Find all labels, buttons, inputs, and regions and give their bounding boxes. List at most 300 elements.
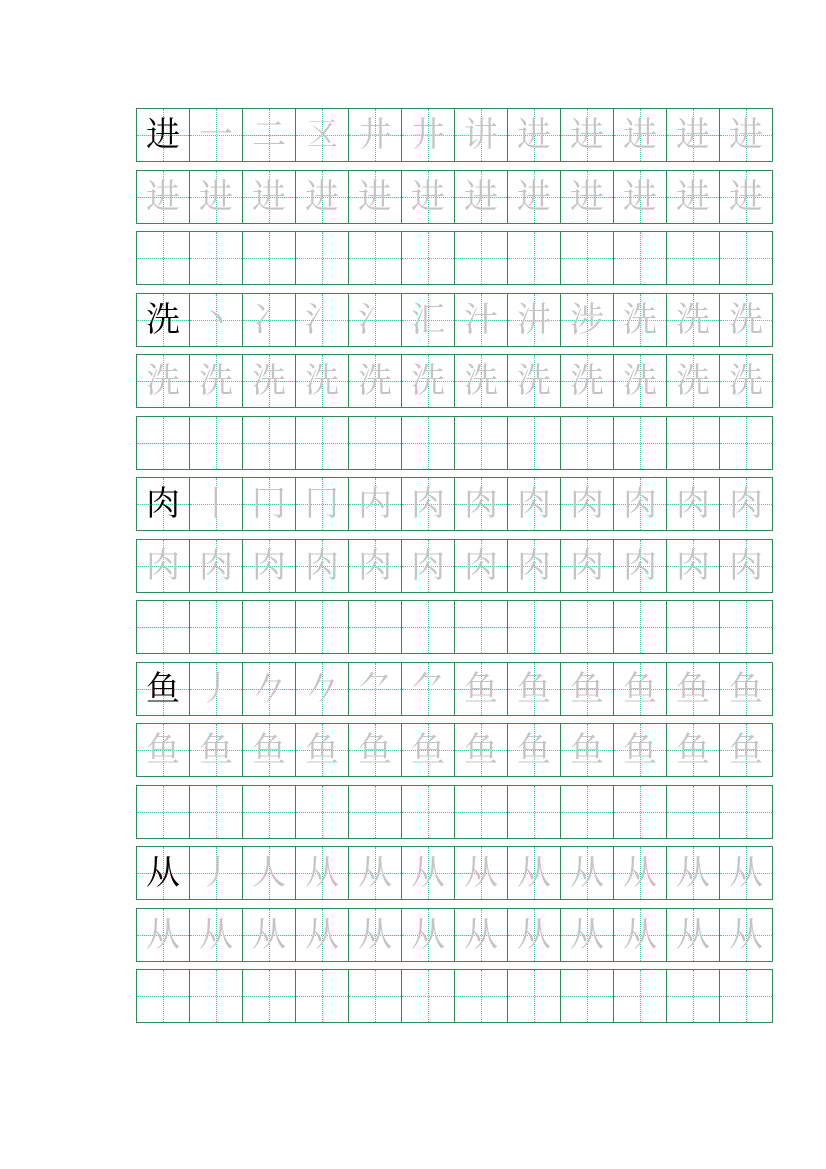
stroke-step: 一 (199, 115, 233, 155)
stroke-step: 肉 (411, 484, 445, 524)
stroke-step: 鱼 (464, 668, 498, 709)
stroke-row-cong (136, 846, 784, 900)
stroke-step: 汁 (464, 299, 498, 340)
trace-cell[interactable] (454, 170, 508, 224)
blank-cell[interactable] (560, 969, 614, 1023)
stroke-step: 从 (464, 853, 498, 893)
stroke-step: 内 (358, 484, 392, 524)
stroke-row-yu (136, 662, 784, 716)
model-character: 进 (146, 115, 180, 155)
blank-cell[interactable] (348, 416, 402, 470)
stroke-cell (507, 662, 561, 716)
trace-character: 进 (570, 176, 604, 217)
trace-cell[interactable] (454, 539, 508, 593)
trace-character: 从 (411, 914, 445, 955)
blank-cell[interactable] (507, 969, 561, 1023)
trace-character: 进 (464, 176, 498, 217)
trace-cell[interactable] (189, 170, 243, 224)
blank-cell[interactable] (189, 416, 243, 470)
trace-character: 洗 (676, 361, 710, 401)
stroke-cell (242, 293, 296, 347)
trace-character: 鱼 (199, 730, 233, 770)
trace-cell[interactable] (719, 908, 773, 962)
trace-character: 鱼 (146, 730, 180, 770)
stroke-step: 涉 (570, 299, 604, 340)
stroke-cell (666, 662, 720, 716)
stroke-step: 讲 (464, 115, 498, 155)
trace-cell[interactable] (242, 908, 296, 962)
stroke-cell (454, 108, 508, 162)
blank-row-yu (136, 785, 784, 839)
stroke-step: 氵 (305, 299, 339, 340)
trace-character: 鱼 (729, 730, 763, 770)
stroke-cell (189, 662, 243, 716)
trace-character: 从 (146, 914, 180, 955)
stroke-cell (507, 108, 561, 162)
stroke-step: 肉 (464, 484, 498, 524)
trace-character: 洗 (464, 361, 498, 401)
trace-cell[interactable] (401, 170, 455, 224)
stroke-cell (560, 108, 614, 162)
blank-cell[interactable] (348, 231, 402, 285)
stroke-cell (613, 293, 667, 347)
trace-character: 从 (358, 914, 392, 955)
blank-cell[interactable] (613, 600, 667, 654)
stroke-cell (242, 108, 296, 162)
trace-cell[interactable] (136, 354, 190, 408)
blank-cell[interactable] (666, 416, 720, 470)
model-character: 肉 (146, 484, 180, 524)
trace-character: 从 (305, 914, 339, 955)
stroke-cell (560, 662, 614, 716)
stroke-step: 进 (517, 115, 551, 155)
trace-character: 从 (570, 914, 604, 955)
stroke-cell (295, 477, 349, 531)
trace-cell[interactable] (613, 354, 667, 408)
stroke-step: 冫 (252, 299, 286, 340)
blank-cell[interactable] (242, 785, 296, 839)
trace-cell[interactable] (348, 723, 402, 777)
stroke-cell (666, 477, 720, 531)
trace-cell[interactable] (348, 354, 402, 408)
trace-cell[interactable] (242, 354, 296, 408)
blank-cell[interactable] (613, 785, 667, 839)
trace-cell[interactable] (454, 723, 508, 777)
stroke-step: 从 (570, 853, 604, 893)
trace-character: 进 (358, 176, 392, 217)
trace-character: 从 (623, 914, 657, 955)
blank-cell[interactable] (401, 600, 455, 654)
stroke-cell (348, 108, 402, 162)
trace-cell[interactable] (189, 723, 243, 777)
blank-cell[interactable] (719, 969, 773, 1023)
trace-cell[interactable] (348, 908, 402, 962)
trace-row-jin (136, 170, 784, 224)
stroke-cell (719, 846, 773, 900)
trace-row-rou (136, 539, 784, 593)
trace-character: 从 (676, 914, 710, 955)
stroke-cell (242, 846, 296, 900)
blank-cell[interactable] (719, 416, 773, 470)
trace-character: 洗 (411, 361, 445, 401)
trace-row-xi (136, 354, 784, 408)
trace-cell[interactable] (507, 539, 561, 593)
stroke-step: 汫 (517, 299, 551, 340)
trace-cell[interactable] (719, 170, 773, 224)
trace-character: 进 (252, 176, 286, 217)
stroke-step: 𠂊 (252, 668, 286, 709)
stroke-step: 鱼 (729, 668, 763, 709)
blank-cell[interactable] (348, 785, 402, 839)
blank-row-cong (136, 969, 784, 1023)
stroke-cell (613, 846, 667, 900)
stroke-step: 肉 (517, 484, 551, 524)
stroke-cell (401, 293, 455, 347)
trace-cell[interactable] (401, 539, 455, 593)
stroke-cell (719, 293, 773, 347)
stroke-cell (242, 662, 296, 716)
trace-cell[interactable] (242, 539, 296, 593)
blank-cell[interactable] (295, 231, 349, 285)
stroke-cell (348, 477, 402, 531)
stroke-step: 进 (676, 115, 710, 155)
stroke-step: 进 (623, 115, 657, 155)
stroke-cell (189, 293, 243, 347)
blank-cell[interactable] (348, 969, 402, 1023)
trace-character: 洗 (146, 361, 180, 401)
blank-cell[interactable] (189, 231, 243, 285)
stroke-cell (295, 846, 349, 900)
trace-character: 鱼 (517, 730, 551, 770)
blank-cell[interactable] (719, 231, 773, 285)
blank-cell[interactable] (348, 600, 402, 654)
trace-cell[interactable] (401, 723, 455, 777)
trace-character: 从 (199, 914, 233, 955)
stroke-step: 鱼 (676, 668, 710, 709)
trace-cell[interactable] (136, 908, 190, 962)
trace-character: 肉 (676, 545, 710, 586)
blank-cell[interactable] (613, 416, 667, 470)
trace-character: 洗 (729, 361, 763, 401)
blank-cell[interactable] (666, 600, 720, 654)
trace-character: 鱼 (676, 730, 710, 770)
blank-cell[interactable] (401, 969, 455, 1023)
trace-cell[interactable] (560, 908, 614, 962)
stroke-row-jin (136, 108, 784, 162)
trace-cell[interactable] (560, 723, 614, 777)
stroke-step: 从 (623, 853, 657, 893)
blank-cell[interactable] (295, 416, 349, 470)
trace-cell[interactable] (613, 539, 667, 593)
blank-cell[interactable] (454, 231, 508, 285)
trace-cell[interactable] (666, 170, 720, 224)
stroke-cell (666, 846, 720, 900)
trace-cell[interactable] (613, 908, 667, 962)
stroke-cell (719, 477, 773, 531)
trace-cell[interactable] (719, 723, 773, 777)
trace-cell[interactable] (666, 539, 720, 593)
blank-cell[interactable] (242, 231, 296, 285)
trace-cell[interactable] (560, 170, 614, 224)
stroke-cell (507, 293, 561, 347)
trace-character: 鱼 (252, 730, 286, 770)
trace-cell[interactable] (136, 539, 190, 593)
blank-cell[interactable] (719, 600, 773, 654)
trace-character: 从 (729, 914, 763, 955)
stroke-cell (401, 477, 455, 531)
trace-character: 从 (252, 914, 286, 955)
trace-character: 鱼 (358, 730, 392, 770)
trace-character: 进 (199, 176, 233, 217)
trace-character: 洗 (252, 361, 286, 401)
stroke-cell (401, 108, 455, 162)
trace-cell[interactable] (666, 723, 720, 777)
trace-character: 肉 (358, 545, 392, 586)
trace-character: 肉 (252, 545, 286, 586)
trace-cell[interactable] (295, 354, 349, 408)
blank-row-xi (136, 416, 784, 470)
stroke-step: 从 (305, 853, 339, 893)
blank-row-jin (136, 231, 784, 285)
stroke-step: 肉 (676, 484, 710, 524)
trace-cell[interactable] (136, 170, 190, 224)
blank-cell[interactable] (719, 785, 773, 839)
trace-character: 洗 (623, 361, 657, 401)
model-cell (136, 662, 190, 716)
trace-cell[interactable] (295, 539, 349, 593)
stroke-step: ⺈ (358, 668, 392, 709)
stroke-step: 井 (411, 115, 445, 155)
trace-character: 洗 (358, 361, 392, 401)
trace-character: 鱼 (411, 730, 445, 770)
trace-character: 肉 (729, 545, 763, 586)
stroke-cell (242, 477, 296, 531)
trace-cell[interactable] (401, 354, 455, 408)
blank-cell[interactable] (242, 416, 296, 470)
trace-cell[interactable] (295, 170, 349, 224)
stroke-cell (189, 846, 243, 900)
blank-cell[interactable] (136, 416, 190, 470)
stroke-cell (348, 846, 402, 900)
trace-cell[interactable] (295, 723, 349, 777)
model-cell (136, 108, 190, 162)
blank-cell[interactable] (666, 785, 720, 839)
stroke-cell (719, 108, 773, 162)
stroke-cell (401, 846, 455, 900)
stroke-step: 鱼 (623, 668, 657, 709)
stroke-step: 鱼 (517, 668, 551, 709)
trace-cell[interactable] (507, 723, 561, 777)
stroke-cell (613, 108, 667, 162)
trace-cell[interactable] (189, 539, 243, 593)
trace-row-cong (136, 908, 784, 962)
stroke-cell (189, 108, 243, 162)
stroke-cell (454, 846, 508, 900)
stroke-cell (295, 662, 349, 716)
blank-cell[interactable] (295, 969, 349, 1023)
stroke-cell (507, 477, 561, 531)
blank-cell[interactable] (507, 600, 561, 654)
trace-row-yu (136, 723, 784, 777)
stroke-row-rou (136, 477, 784, 531)
stroke-step: 丿 (199, 853, 233, 893)
trace-character: 洗 (570, 361, 604, 401)
trace-cell[interactable] (454, 908, 508, 962)
blank-cell[interactable] (401, 231, 455, 285)
stroke-cell (666, 108, 720, 162)
stroke-cell (560, 846, 614, 900)
blank-cell[interactable] (401, 785, 455, 839)
blank-cell[interactable] (454, 416, 508, 470)
stroke-cell (295, 293, 349, 347)
trace-character: 肉 (517, 545, 551, 586)
blank-cell[interactable] (560, 416, 614, 470)
trace-cell[interactable] (295, 908, 349, 962)
trace-cell[interactable] (136, 723, 190, 777)
stroke-row-xi (136, 293, 784, 347)
trace-character: 鱼 (570, 730, 604, 770)
trace-character: 进 (146, 176, 180, 217)
model-character: 从 (146, 853, 180, 893)
stroke-step: 肉 (623, 484, 657, 524)
trace-cell[interactable] (189, 354, 243, 408)
blank-cell[interactable] (507, 416, 561, 470)
stroke-step: ⺈ (411, 668, 445, 709)
trace-cell[interactable] (719, 539, 773, 593)
blank-cell[interactable] (401, 416, 455, 470)
blank-cell[interactable] (189, 969, 243, 1023)
stroke-cell (401, 662, 455, 716)
trace-character: 从 (517, 914, 551, 955)
stroke-cell (348, 293, 402, 347)
blank-cell[interactable] (666, 231, 720, 285)
blank-cell[interactable] (454, 785, 508, 839)
stroke-step: 丨 (199, 484, 233, 524)
blank-cell[interactable] (454, 969, 508, 1023)
trace-cell[interactable] (507, 354, 561, 408)
stroke-step: 从 (729, 853, 763, 893)
trace-cell[interactable] (189, 908, 243, 962)
trace-cell[interactable] (507, 908, 561, 962)
trace-character: 进 (517, 176, 551, 217)
model-cell (136, 477, 190, 531)
blank-cell[interactable] (136, 785, 190, 839)
blank-cell[interactable] (613, 231, 667, 285)
stroke-step: 洗 (623, 299, 657, 340)
blank-cell[interactable] (560, 785, 614, 839)
trace-character: 鱼 (623, 730, 657, 770)
stroke-cell (454, 662, 508, 716)
stroke-step: 进 (570, 115, 604, 155)
trace-cell[interactable] (613, 170, 667, 224)
trace-cell[interactable] (401, 908, 455, 962)
model-cell (136, 846, 190, 900)
trace-character: 肉 (199, 545, 233, 586)
stroke-cell (348, 662, 402, 716)
stroke-step: 冂 (252, 484, 286, 524)
stroke-cell (560, 293, 614, 347)
trace-cell[interactable] (666, 354, 720, 408)
model-character: 鱼 (146, 668, 180, 709)
stroke-step: 从 (676, 853, 710, 893)
blank-cell[interactable] (507, 231, 561, 285)
blank-cell[interactable] (295, 785, 349, 839)
stroke-step: 丶 (199, 299, 233, 340)
trace-character: 进 (411, 176, 445, 217)
stroke-cell (613, 477, 667, 531)
trace-character: 肉 (464, 545, 498, 586)
trace-character: 肉 (411, 545, 445, 586)
trace-cell[interactable] (560, 354, 614, 408)
blank-cell[interactable] (136, 969, 190, 1023)
blank-cell[interactable] (136, 231, 190, 285)
stroke-cell (295, 108, 349, 162)
stroke-step: 人 (252, 853, 286, 893)
trace-character: 洗 (199, 361, 233, 401)
stroke-cell (507, 846, 561, 900)
blank-cell[interactable] (189, 600, 243, 654)
stroke-cell (719, 662, 773, 716)
stroke-step: 冂 (305, 484, 339, 524)
blank-cell[interactable] (136, 600, 190, 654)
blank-cell[interactable] (507, 785, 561, 839)
stroke-cell (613, 662, 667, 716)
blank-cell[interactable] (189, 785, 243, 839)
trace-cell[interactable] (242, 723, 296, 777)
blank-cell[interactable] (613, 969, 667, 1023)
stroke-step: 井 (358, 115, 392, 155)
blank-cell[interactable] (666, 969, 720, 1023)
trace-cell[interactable] (454, 354, 508, 408)
stroke-step: 鱼 (570, 668, 604, 709)
stroke-step: 汇 (411, 299, 445, 340)
stroke-step: 丿 (199, 668, 233, 709)
stroke-cell (560, 477, 614, 531)
blank-cell[interactable] (560, 600, 614, 654)
blank-cell[interactable] (242, 969, 296, 1023)
stroke-cell (666, 293, 720, 347)
blank-cell[interactable] (242, 600, 296, 654)
stroke-step: 𠄡 (305, 115, 339, 155)
stroke-step: 从 (517, 853, 551, 893)
trace-cell[interactable] (613, 723, 667, 777)
stroke-step: 从 (358, 853, 392, 893)
trace-cell[interactable] (242, 170, 296, 224)
stroke-cell (454, 477, 508, 531)
trace-character: 洗 (517, 361, 551, 401)
stroke-step: 氵 (358, 299, 392, 340)
model-cell (136, 293, 190, 347)
stroke-step: 𠂊 (305, 668, 339, 709)
trace-character: 洗 (305, 361, 339, 401)
blank-cell[interactable] (560, 231, 614, 285)
stroke-cell (189, 477, 243, 531)
blank-cell[interactable] (454, 600, 508, 654)
trace-cell[interactable] (560, 539, 614, 593)
trace-cell[interactable] (719, 354, 773, 408)
trace-character: 肉 (623, 545, 657, 586)
trace-character: 肉 (146, 545, 180, 586)
trace-cell[interactable] (348, 170, 402, 224)
trace-cell[interactable] (666, 908, 720, 962)
trace-character: 鱼 (464, 730, 498, 770)
blank-cell[interactable] (295, 600, 349, 654)
trace-character: 进 (729, 176, 763, 217)
stroke-step: 洗 (676, 299, 710, 340)
trace-cell[interactable] (348, 539, 402, 593)
stroke-cell (454, 293, 508, 347)
trace-cell[interactable] (507, 170, 561, 224)
